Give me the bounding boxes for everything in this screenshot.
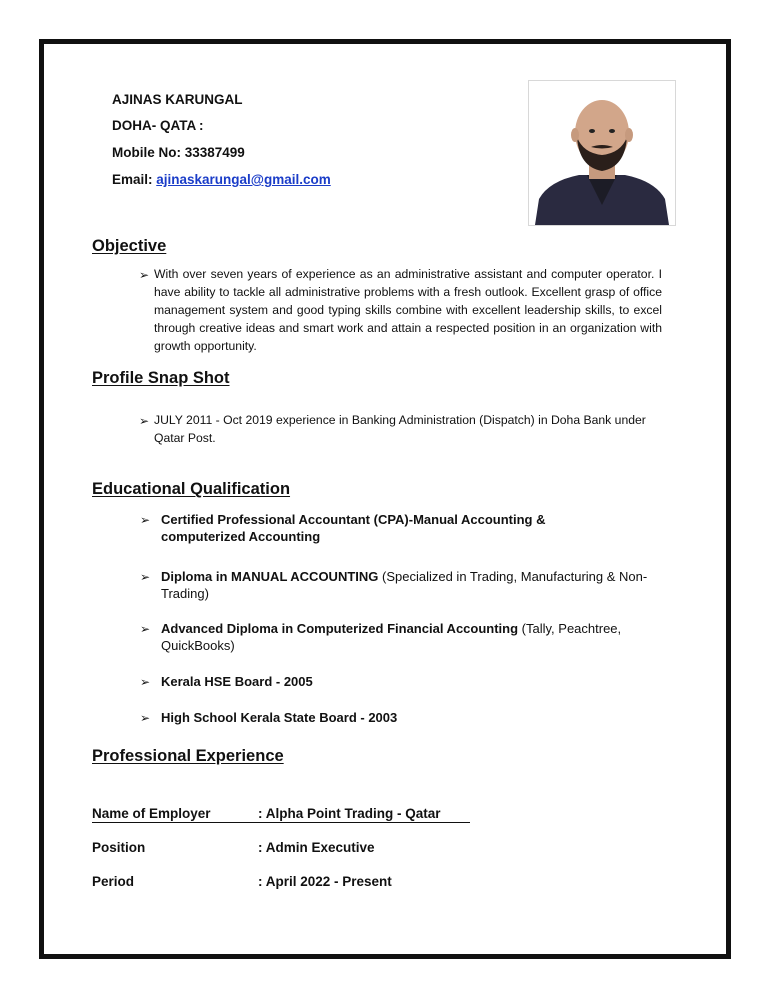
- education-item-title: High School Kerala State Board - 2003: [161, 710, 398, 725]
- candidate-location: DOHA- QATA :: [112, 118, 204, 133]
- education-item: [161, 620, 671, 654]
- objective-heading: Objective: [92, 237, 167, 255]
- education-item: [161, 511, 631, 545]
- period-value: : April 2022 - Present: [258, 874, 392, 889]
- position-value: : Admin Executive: [258, 840, 375, 855]
- candidate-name: AJINAS KARUNGAL: [112, 92, 243, 107]
- arrow-bullet-icon: ➢: [140, 675, 151, 689]
- email-link[interactable]: ajinaskarungal@gmail.com: [156, 172, 331, 187]
- employer-underline: [92, 822, 470, 823]
- experience-heading: Professional Experience: [92, 747, 284, 765]
- arrow-bullet-icon: ➢: [139, 268, 150, 282]
- education-item: [161, 568, 681, 602]
- arrow-bullet-icon: ➢: [140, 513, 151, 527]
- arrow-bullet-icon: ➢: [139, 414, 150, 428]
- arrow-bullet-icon: ➢: [140, 711, 151, 725]
- education-item-title: Kerala HSE Board - 2005: [161, 674, 313, 689]
- education-item-detail: (Tally, Peachtree, QuickBooks): [161, 621, 622, 653]
- education-item-title: Certified Professional Accountant (CPA)-Manual Accounting & computerized Accounting: [161, 512, 546, 544]
- education-item-detail: (Specialized in Trading, Manufacturing & Non-Trading): [161, 569, 648, 601]
- profile-photo: [528, 80, 676, 226]
- education-item-title: Diploma in MANUAL ACCOUNTING: [161, 569, 379, 584]
- profile-snapshot-heading: Profile Snap Shot: [92, 369, 230, 387]
- candidate-email-row: [112, 172, 331, 187]
- position-label: Position: [92, 840, 146, 855]
- education-item-title: Advanced Diploma in Computerized Financial Accounting: [161, 621, 519, 636]
- candidate-mobile: Mobile No: 33387499: [112, 145, 245, 160]
- objective-text: With over seven years of experience as an administrative assistant and computer operator. I have ability to tackle all administrative problems with a fresh outlook. Excellent grasp of office management system and good typing skills combine with excellent leadership skills, to excel through creative ideas and smart work and attain a respected position in an organization with growth opportunity.: [154, 267, 662, 353]
- person-portrait-icon: [529, 81, 675, 225]
- profile-snapshot-text: JULY 2011 - Oct 2019 experience in Banking Administration (Dispatch) in Doha Bank under Qatar Post.: [154, 413, 646, 445]
- arrow-bullet-icon: ➢: [140, 622, 151, 636]
- education-item: [161, 673, 631, 690]
- employer-value: : Alpha Point Trading - Qatar: [258, 806, 441, 821]
- resume-page: [39, 39, 731, 959]
- education-item: [161, 709, 631, 726]
- period-label: Period: [92, 874, 135, 889]
- arrow-bullet-icon: ➢: [140, 570, 151, 584]
- employer-label: Name of Employer: [92, 806, 211, 821]
- email-label: Email:: [112, 172, 157, 187]
- education-heading: Educational Qualification: [92, 480, 291, 498]
